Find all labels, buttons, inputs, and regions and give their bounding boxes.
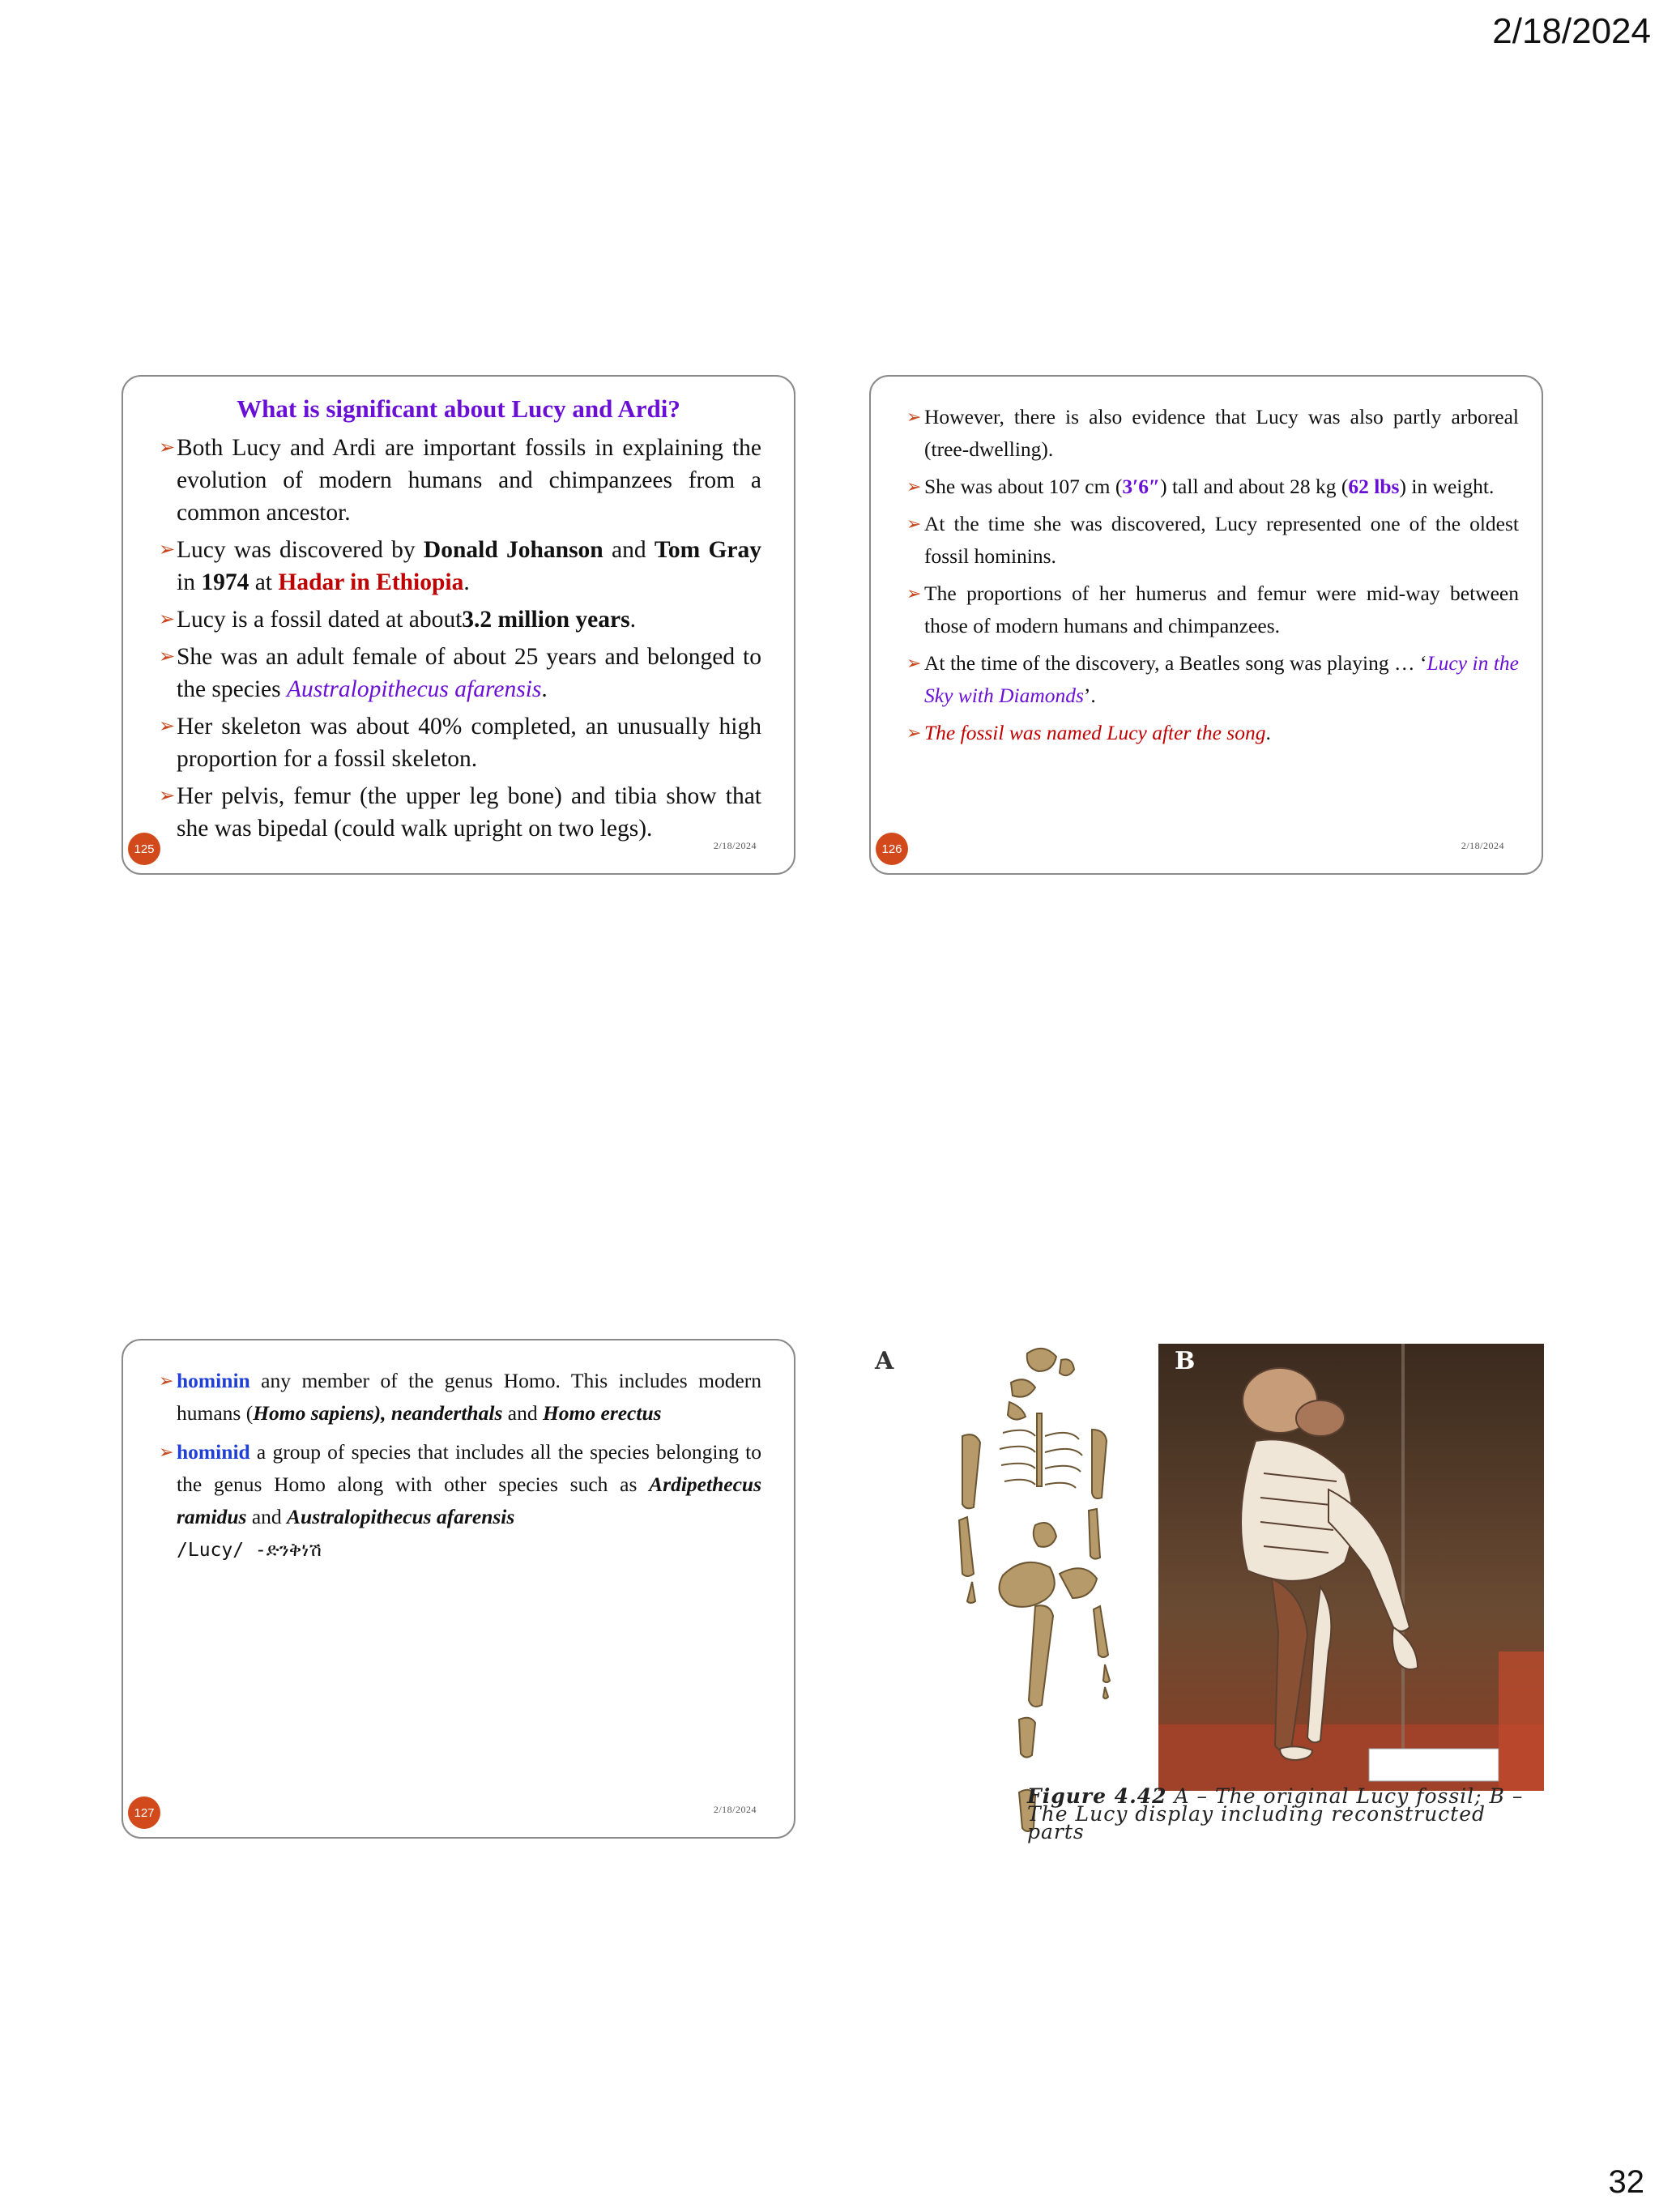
bullet-item: ➢ At the time of the discovery, a Beatles song was playing … ‘Lucy in the Sky with Diamonds’.	[906, 647, 1519, 712]
page-number: 32	[1608, 2164, 1644, 2200]
page-date: 2/18/2024	[1492, 11, 1651, 51]
slide-date: 2/18/2024	[713, 840, 757, 851]
arrow-bullet-icon: ➢	[159, 1370, 174, 1391]
slide-number-badge: 125	[128, 833, 160, 865]
bullet-item: ➢ The fossil was named Lucy after the song.	[906, 717, 1519, 749]
bullet-item: ➢ Lucy is a fossil dated at about3.2 million years.	[159, 603, 761, 636]
arrow-bullet-icon: ➢	[159, 609, 176, 630]
bullet-item: ➢ However, there is also evidence that Lucy was also partly arboreal (tree-dwelling).	[906, 401, 1519, 466]
bullet-item: ➢ Lucy was discovered by Donald Johanson and Tom Gray in 1974 at Hadar in Ethiopia.	[159, 534, 761, 599]
lucy-figure	[865, 1339, 1546, 1857]
figure-label-b: B	[1175, 1347, 1196, 1375]
bullet-list	[159, 432, 761, 850]
figure-caption: Figure 4.42 A – The original Lucy fossil; B – The Lucy display including reconstructed parts	[1027, 1784, 1524, 1843]
arrow-bullet-icon: ➢	[159, 437, 176, 458]
bullet-item: ➢ At the time she was discovered, Lucy represented one of the oldest fossil hominins.	[906, 508, 1519, 573]
bullet-list	[159, 1365, 761, 1573]
arrow-bullet-icon: ➢	[159, 786, 176, 807]
slide-date: 2/18/2024	[713, 1804, 757, 1815]
slide-125	[122, 375, 795, 875]
bullet-item: ➢ hominin any member of the genus Homo. This includes modern humans (Homo sapiens), neanderthals and Homo erectus	[159, 1365, 761, 1430]
bullet-list	[906, 401, 1519, 754]
arrow-bullet-icon: ➢	[159, 1442, 174, 1462]
arrow-bullet-icon: ➢	[159, 646, 176, 667]
bullet-item: ➢ She was an adult female of about 25 years and belonged to the species Australopithecus afarensis.	[159, 641, 761, 705]
arrow-bullet-icon: ➢	[159, 539, 176, 560]
bullet-item: ➢ Her pelvis, femur (the upper leg bone) and tibia show that she was bipedal (could walk upright on two legs).	[159, 780, 761, 845]
slide-number-badge: 126	[876, 833, 908, 865]
slide-126	[869, 375, 1543, 875]
slide-title: What is significant about Lucy and Ardi?	[237, 394, 680, 423]
arrow-bullet-icon: ➢	[906, 653, 922, 673]
arrow-bullet-icon: ➢	[159, 716, 176, 737]
slide-date: 2/18/2024	[1461, 840, 1504, 851]
bullet-item: ➢ Both Lucy and Ardi are important fossils in explaining the evolution of modern humans and chimpanzees from a common ancestor.	[159, 432, 761, 529]
bullet-item: ➢ Her skeleton was about 40% completed, an unusually high proportion for a fossil skeleton.	[159, 710, 761, 775]
bullet-item: ➢ She was about 107 cm (3′6″) tall and about 28 kg (62 lbs) in weight.	[906, 471, 1519, 503]
lucy-fossil-image	[914, 1339, 1157, 1841]
slide-127	[122, 1339, 795, 1839]
arrow-bullet-icon: ➢	[906, 514, 922, 534]
arrow-bullet-icon: ➢	[906, 722, 922, 743]
arrow-bullet-icon: ➢	[906, 407, 922, 427]
lucy-display-photo	[1158, 1344, 1544, 1791]
arrow-bullet-icon: ➢	[906, 583, 922, 603]
figure-label-a: A	[875, 1347, 894, 1375]
bullet-item: ➢ The proportions of her humerus and femur were mid-way between those of modern humans and chimpanzees.	[906, 578, 1519, 642]
arrow-bullet-icon: ➢	[906, 476, 922, 497]
bullet-item: ➢ hominid a group of species that includes all the species belonging to the genus Homo along with other species such as Ardipethecus ramidus and Australopithecus afarensis /Lucy/ -ድንቅነሽ	[159, 1436, 761, 1566]
slide-number-badge: 127	[128, 1796, 160, 1829]
